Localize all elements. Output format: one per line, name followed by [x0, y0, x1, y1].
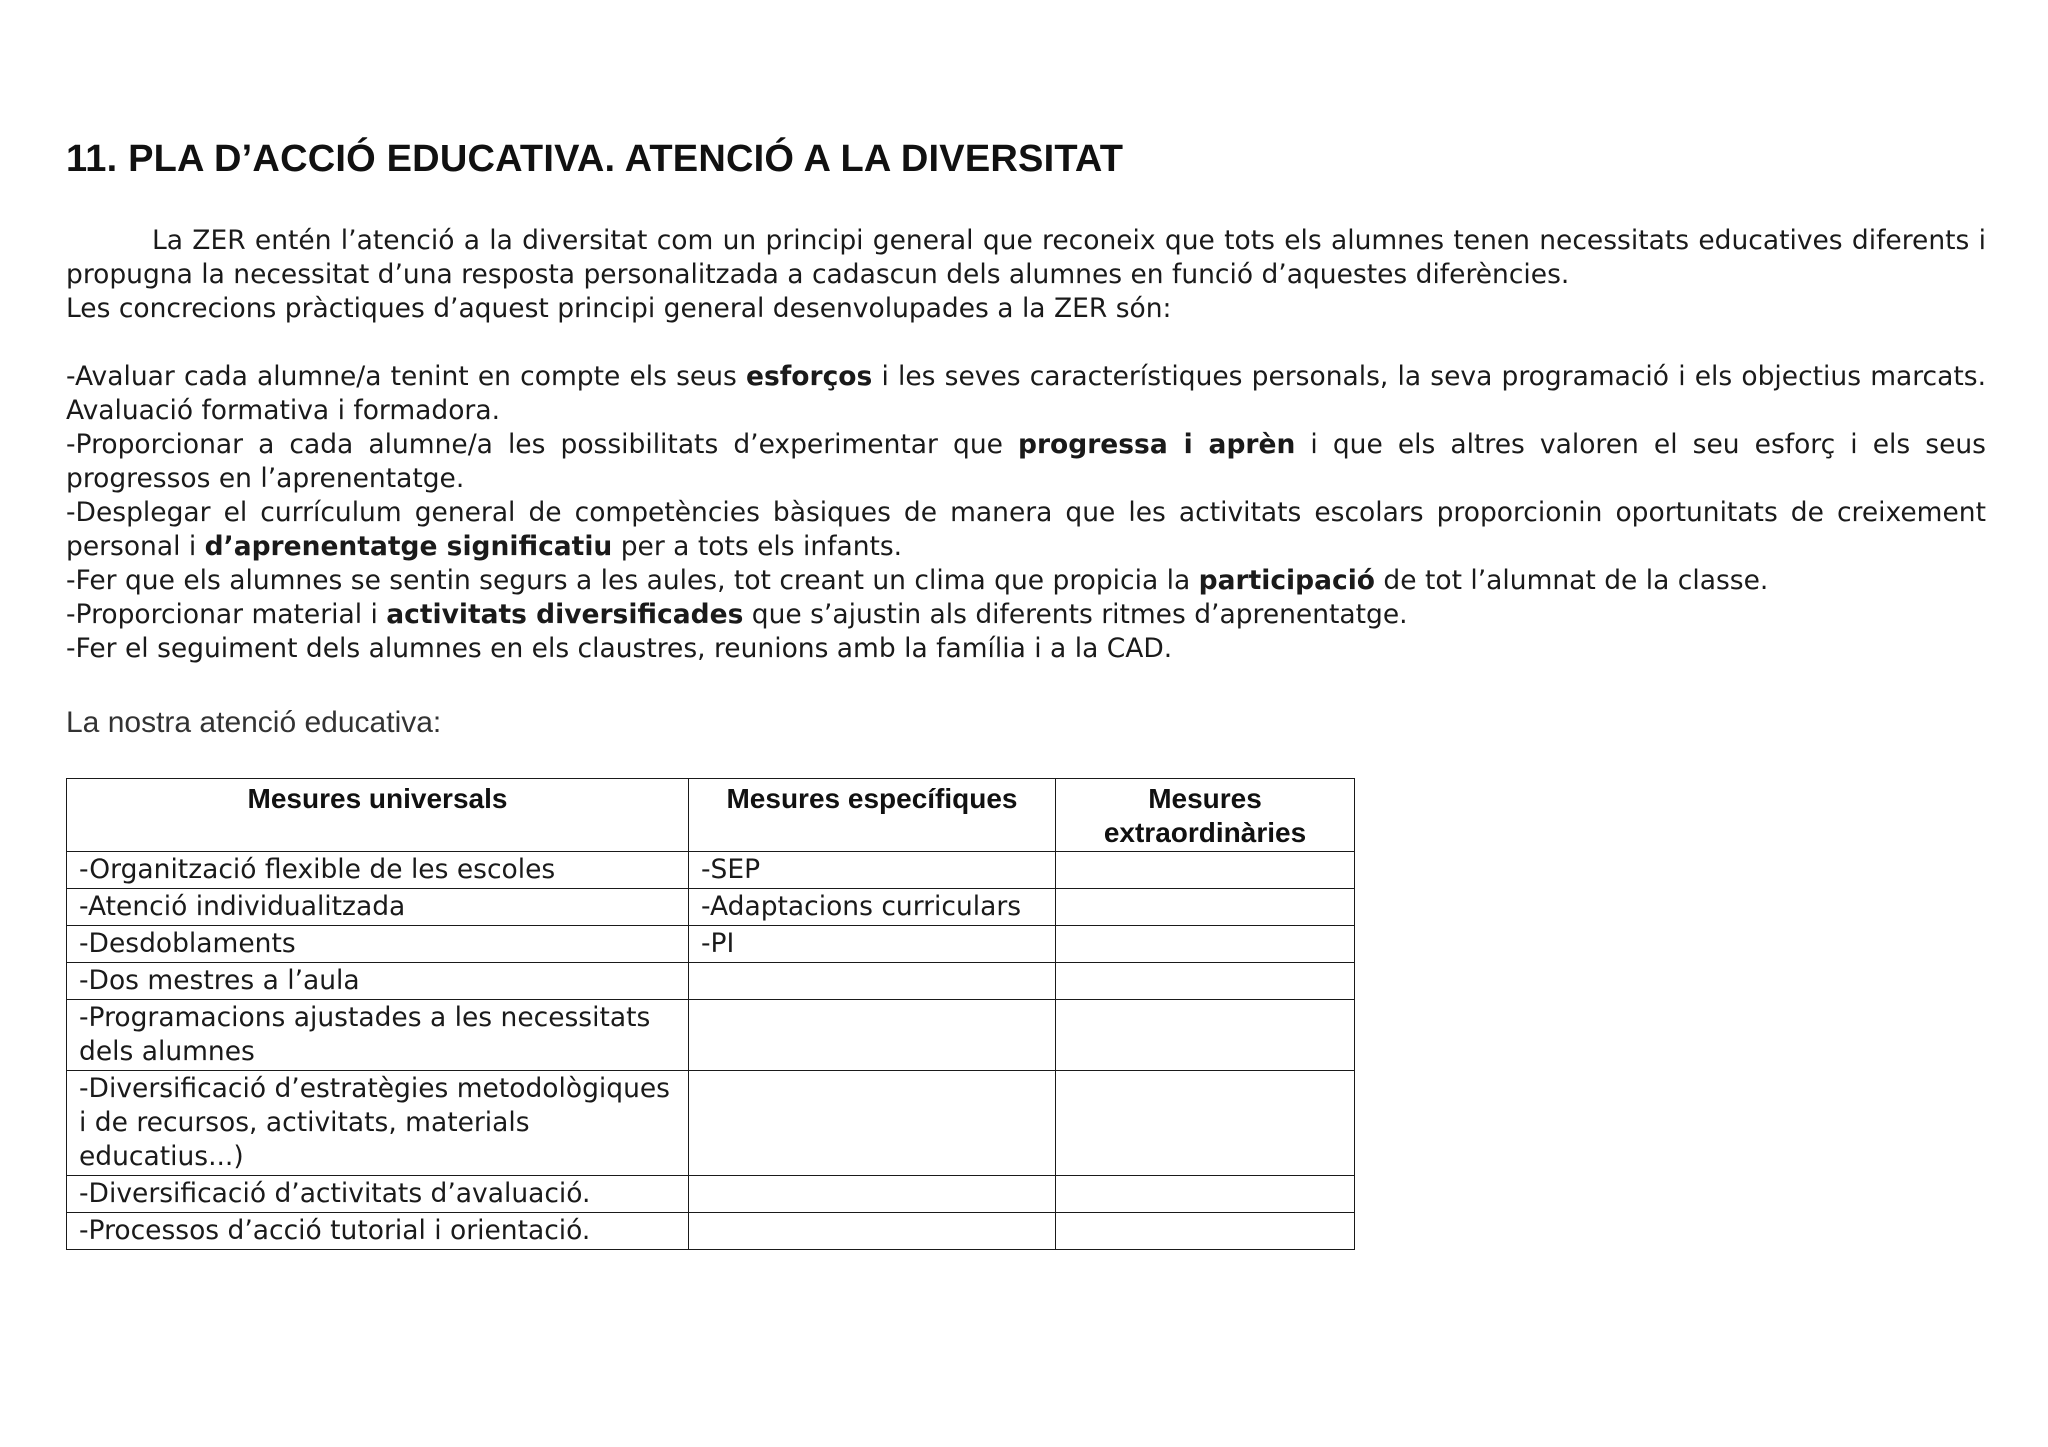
- table-cell: [1056, 1000, 1355, 1071]
- table-cell: -Diversificació d’activitats d’avaluació.: [67, 1176, 689, 1213]
- bullet-point: -Avaluar cada alumne/a tenint en compte els seus esforços i les seves característiques personals, la seva programació i els objectius marcats. Avaluació formativa i formadora.: [66, 361, 1986, 426]
- bullet-point: -Fer que els alumnes se sentin segurs a les aules, tot creant un clima que propicia la participació de tot l’alumnat de la classe.: [66, 565, 1769, 596]
- table-cell: [689, 1071, 1056, 1176]
- bullet-point: -Desplegar el currículum general de competències bàsiques de manera que les activitats escolars proporcionin oportunitats de creixement personal i d’aprenentatge significatiu per a tots els infants.: [66, 497, 1986, 562]
- table-row: [67, 889, 1355, 926]
- paragraph-gap: [66, 326, 1986, 360]
- table-row: [67, 852, 1355, 889]
- table-cell: -Programacions ajustades a les necessitats dels alumnes: [67, 1000, 689, 1071]
- table-cell: -Dos mestres a l’aula: [67, 963, 689, 1000]
- table-cell: [1056, 1176, 1355, 1213]
- table-cell: -Organització flexible de les escoles: [67, 852, 689, 889]
- table-row: [67, 1071, 1355, 1176]
- measures-subheading: La nostra atenció educativa:: [66, 706, 442, 739]
- column-header-universal: Mesures universals: [67, 779, 689, 852]
- table-cell: [689, 1213, 1056, 1250]
- table-cell: [689, 1176, 1056, 1213]
- table-cell: [1056, 1071, 1355, 1176]
- table-cell: -PI: [689, 926, 1056, 963]
- column-header-extraordinary: Mesures extraordinàries: [1056, 779, 1355, 852]
- table-row: [67, 1000, 1355, 1071]
- table-cell: [1056, 963, 1355, 1000]
- column-header-specific: Mesures específiques: [689, 779, 1056, 852]
- table-row: [67, 926, 1355, 963]
- table-cell: -Adaptacions curriculars: [689, 889, 1056, 926]
- table-row: [67, 963, 1355, 1000]
- table-cell: [1056, 926, 1355, 963]
- table-cell: [1056, 1213, 1355, 1250]
- table-cell: [1056, 852, 1355, 889]
- intro-paragraph: La ZER entén l’atenció a la diversitat com un principi general que reconeix que tots els alumnes tenen necessitats educatives diferents i propugna la necessitat d’una resposta personalitzada a cadascun dels alumnes en funció d’aquestes diferències.: [66, 225, 1986, 290]
- table-cell: -Diversificació d’estratègies metodològiques i de recursos, activitats, materials educatius...): [67, 1071, 689, 1176]
- table-cell: -Atenció individualitzada: [67, 889, 689, 926]
- table-row: [67, 1213, 1355, 1250]
- table-cell: -Processos d’acció tutorial i orientació.: [67, 1213, 689, 1250]
- table-cell: [689, 963, 1056, 1000]
- table-cell: -SEP: [689, 852, 1056, 889]
- table-cell: [689, 1000, 1056, 1071]
- body-text: [66, 224, 1986, 666]
- table-row: [67, 1176, 1355, 1213]
- measures-table: [66, 778, 1355, 1250]
- intro-lead-in: Les concrecions pràctiques d’aquest principi general desenvolupades a la ZER són:: [66, 293, 1172, 324]
- table-cell: -Desdoblaments: [67, 926, 689, 963]
- section-title: 11. PLA D’ACCIÓ EDUCATIVA. ATENCIÓ A LA DIVERSITAT: [66, 138, 1124, 180]
- bullet-point: -Proporcionar a cada alumne/a les possibilitats d’experimentar que progressa i aprèn i que els altres valoren el seu esforç i els seus progressos en l’aprenentatge.: [66, 429, 1986, 494]
- table-header-row: [67, 779, 1355, 852]
- bullet-point: -Proporcionar material i activitats diversificades que s’ajustin als diferents ritmes d’aprenentatge.: [66, 599, 1408, 630]
- table-cell: [1056, 889, 1355, 926]
- bullet-point: -Fer el seguiment dels alumnes en els claustres, reunions amb la família i a la CAD.: [66, 633, 1173, 664]
